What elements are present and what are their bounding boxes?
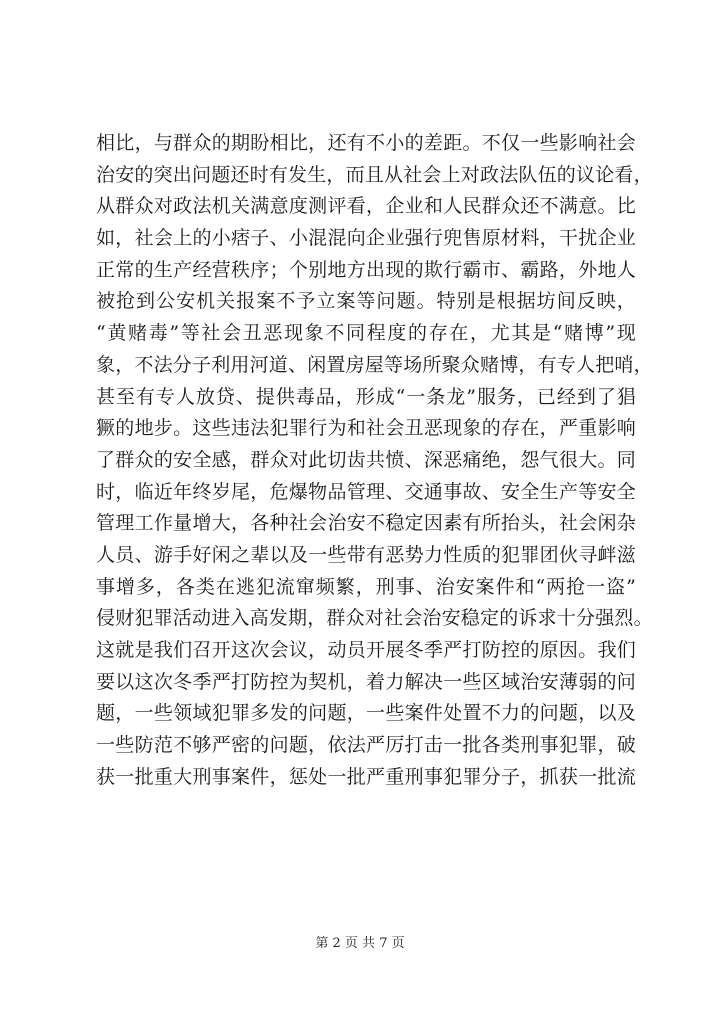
text-line: 治安的突出问题还时有发生，而且从社会上对政法队伍的议论看， — [96, 163, 653, 186]
text-line: 管理工作量增大，各种社会治安不稳定因素有所抬头，社会闲杂 — [96, 512, 636, 535]
text-line: 这就是我们召开这次会议，动员开展冬季严打防控的原因。我们 — [96, 639, 636, 661]
text-line: 获一批重大刑事案件，惩处一批严重刑事犯罪分子，抓获一批流 — [96, 765, 636, 788]
text-line: 了群众的安全感，群众对此切齿共愤、深恶痛绝，怨气很大。同 — [96, 448, 636, 471]
text-line: 一些防范不够严密的问题，依法严厉打击一批各类刑事犯罪，破 — [96, 734, 636, 757]
text-line: 象，不法分子利用河道、闲置房屋等场所聚众赌博，有专人把哨， — [96, 353, 653, 376]
text-line: 正常的生产经营秩序；个别地方出现的欺行霸市、霸路，外地人 — [96, 258, 636, 281]
text-line: 甚至有专人放贷、提供毒品，形成“一条龙”服务，已经到了猖 — [96, 385, 636, 408]
text-line: 从群众对政法机关满意度测评看，企业和人民群众还不满意。比 — [96, 195, 636, 218]
text-line: 侵财犯罪活动进入高发期，群众对社会治安稳定的诉求十分强烈。 — [96, 607, 653, 630]
body-text — [96, 128, 653, 793]
text-line: 要以这次冬季严打防控为契机，着力解决一些区域治安薄弱的问 — [96, 670, 636, 693]
text-line: 相比，与群众的期盼相比，还有不小的差距。不仅一些影响社会 — [96, 132, 636, 154]
text-line: “黄赌毒”等社会丑恶现象不同程度的存在，尤其是“赌博”现 — [96, 322, 636, 345]
text-line: 如，社会上的小痞子、小混混向企业强行兜售原材料，干扰企业 — [96, 227, 636, 250]
text-line: 被抢到公安机关报案不予立案等问题。特别是根据坊间反映， — [96, 290, 636, 313]
text-line: 獗的地步。这些违法犯罪行为和社会丑恶现象的存在，严重影响 — [96, 417, 636, 440]
text-line: 人员、游手好闲之辈以及一些带有恶势力性质的犯罪团伙寻衅滋 — [96, 543, 636, 566]
text-line: 事增多，各类在逃犯流窜频繁，刑事、治安案件和“两抢一盗” — [96, 575, 636, 598]
text-line: 题，一些领域犯罪多发的问题，一些案件处置不力的问题，以及 — [96, 702, 636, 725]
text-line: 时，临近年终岁尾，危爆物品管理、交通事故、安全生产等安全 — [96, 480, 636, 503]
page-number-footer: 第 2 页 共 7 页 — [315, 936, 405, 951]
